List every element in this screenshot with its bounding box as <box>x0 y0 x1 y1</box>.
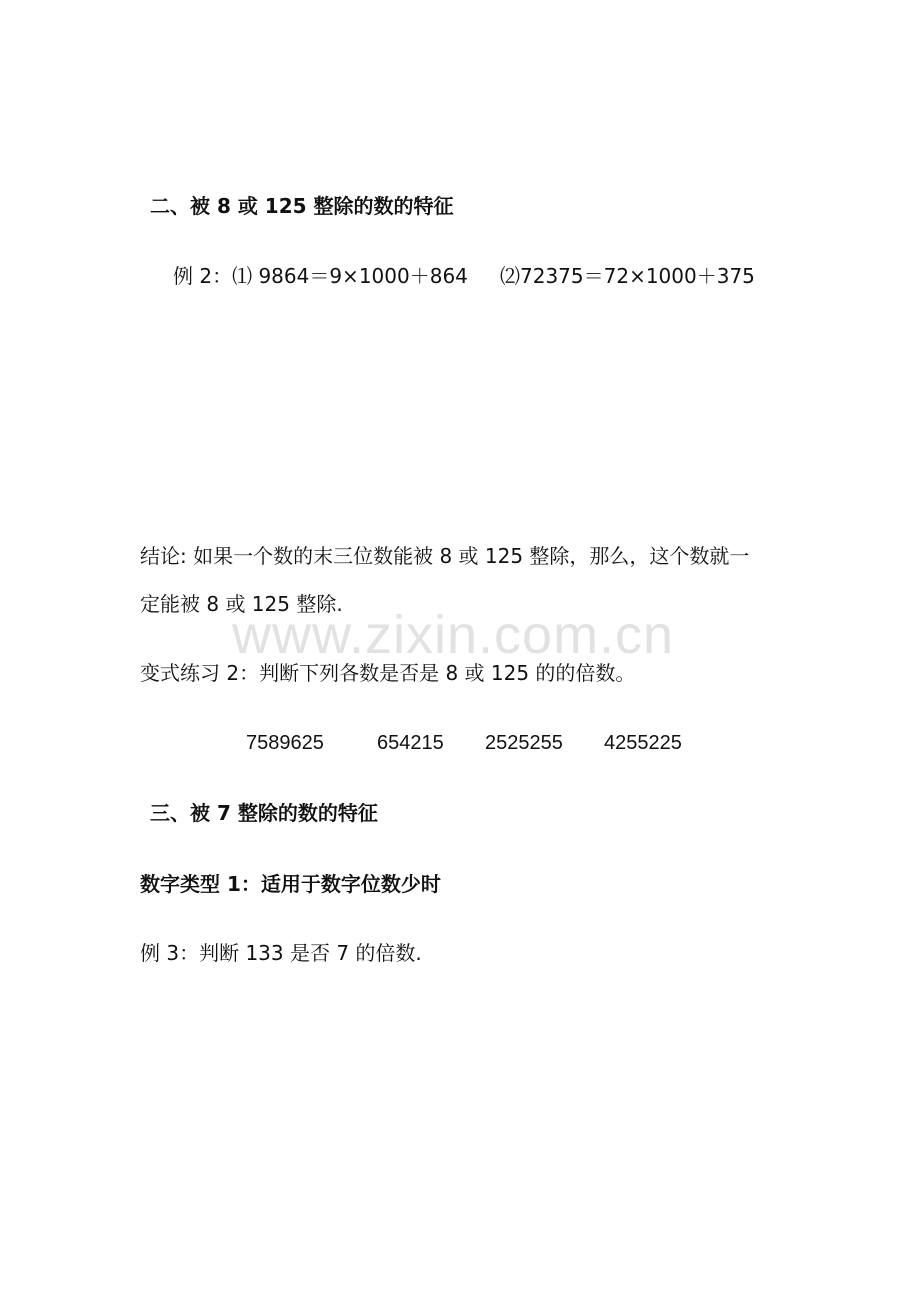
watermark: www.zixin.com.cn <box>232 605 675 665</box>
practice-number: 654215 <box>377 732 444 754</box>
type1-heading: 数字类型 1：适用于数字位数少时 <box>140 872 441 896</box>
conclusion-line-1: 结论: 如果一个数的末三位数能被 8 或 125 整除，那么，这个数就一 <box>140 544 750 568</box>
practice-number: 2525255 <box>485 732 563 754</box>
practice2-prompt: 变式练习 2：判断下列各数是否是 8 或 125 的的倍数。 <box>140 661 636 685</box>
example3: 例 3：判断 133 是否 7 的倍数. <box>140 941 422 965</box>
example2-part2: ⑵72375＝72×1000＋375 <box>500 264 755 288</box>
example2-part1: 例 2：⑴ 9864＝9×1000＋864 <box>173 264 468 288</box>
practice-number: 7589625 <box>246 732 324 754</box>
conclusion-line-2: 定能被 8 或 125 整除. <box>140 592 343 616</box>
practice-number: 4255225 <box>604 732 682 754</box>
section2-heading: 二、被 8 或 125 整除的数的特征 <box>150 194 454 218</box>
section3-heading: 三、被 7 整除的数的特征 <box>150 801 378 825</box>
